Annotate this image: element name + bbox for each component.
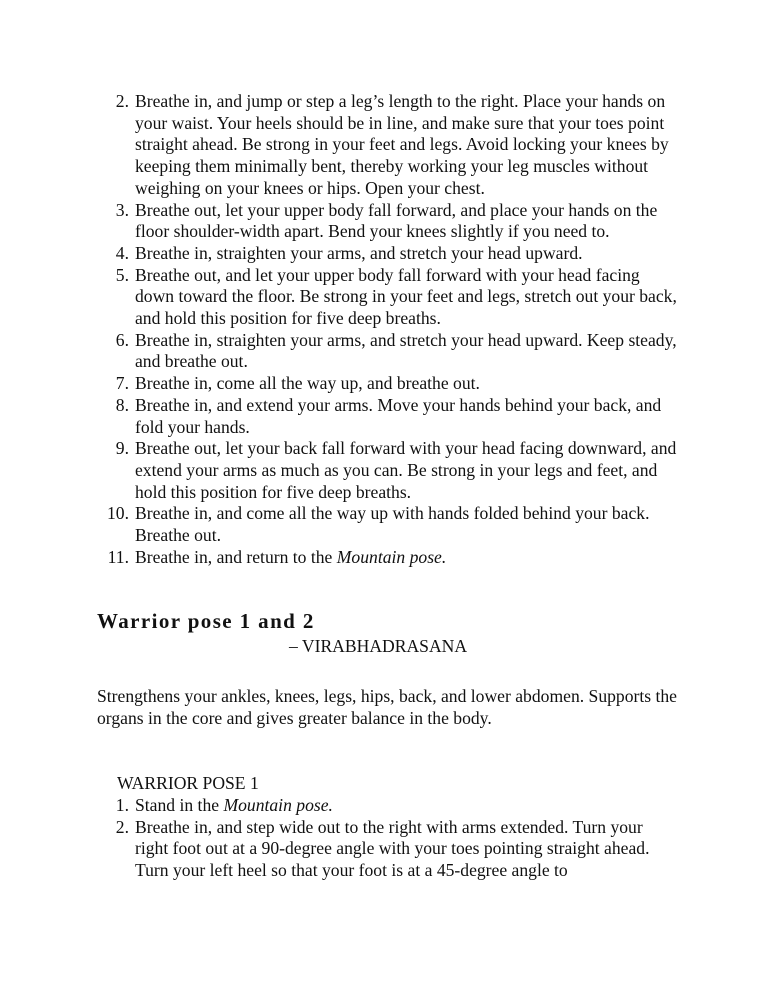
- pose-name: Mountain pose.: [336, 546, 447, 567]
- list-number: 7.: [115, 373, 129, 394]
- list-text: Breathe out, let your upper body fall forward, and place your hands on the floor shoulder-width apart. Bend your knees slightly if you need to.: [135, 199, 658, 242]
- list-item: [0, 330, 772, 373]
- list-number: 4.: [115, 242, 129, 263]
- list-item: [0, 373, 772, 395]
- list-text: Breathe in, and return to the Mountain pose.: [135, 546, 447, 567]
- section-heading: Warrior pose 1 and 2: [97, 609, 315, 633]
- list-number: 2.: [115, 91, 129, 111]
- numbered-list-top: [0, 91, 772, 568]
- list-text: Breathe out, and let your upper body fall forward with your head facing down toward the floor. Be strong in your feet and legs, stretch out your back, and hold this position for five deep breaths.: [135, 264, 677, 329]
- list-item: [0, 200, 772, 243]
- list-number: 1.: [115, 795, 129, 815]
- list-number: 6.: [115, 329, 129, 350]
- list-item: [0, 547, 772, 569]
- list-text: Breathe in, and step wide out to the right with arms extended. Turn your right foot out at a 90-degree angle with your toes pointing straight ahead. Turn your left heel so that your foot is at a 45-degree angle to: [135, 816, 650, 881]
- section-intro: Strengthens your ankles, knees, legs, hips, back, and lower abdomen. Supports the organs in the core and gives greater balance in the body.: [97, 686, 677, 728]
- subsection-label: WARRIOR POSE 1: [117, 773, 259, 793]
- section-subheading: – VIRABHADRASANA: [289, 636, 468, 656]
- list-item: [0, 438, 772, 503]
- list-number: 2.: [115, 816, 129, 837]
- pose-name: Mountain pose.: [223, 795, 333, 815]
- list-number: 8.: [115, 394, 129, 415]
- list-text: Stand in the Mountain pose.: [135, 795, 333, 815]
- list-item: [0, 795, 772, 817]
- list-text: Breathe in, straighten your arms, and stretch your head upward.: [135, 242, 583, 263]
- list-text: Breathe out, let your back fall forward with your head facing downward, and extend your arms as much as you can. Be strong in your legs and feet, and hold this position for five deep breaths.: [135, 438, 677, 502]
- list-item: [0, 817, 772, 882]
- numbered-list-bottom: [0, 795, 772, 882]
- list-item: [0, 91, 772, 200]
- list-number: 3.: [115, 199, 129, 220]
- list-text: Breathe in, straighten your arms, and stretch your head upward. Keep steady, and breathe out.: [135, 329, 677, 372]
- list-text: Breathe in, come all the way up, and breathe out.: [135, 373, 480, 394]
- list-number: 10.: [107, 503, 129, 524]
- list-number: 5.: [115, 264, 129, 285]
- list-number: 9.: [115, 438, 129, 459]
- list-item: [0, 243, 772, 265]
- list-text: Breathe in, and extend your arms. Move your hands behind your back, and fold your hands.: [135, 394, 662, 437]
- list-number: 11.: [107, 546, 129, 567]
- list-item: [0, 265, 772, 330]
- list-item: [0, 395, 772, 438]
- list-text: Breathe in, and come all the way up with hands folded behind your back. Breathe out.: [135, 503, 650, 546]
- list-item: [0, 503, 772, 546]
- list-text: Breathe in, and jump or step a leg’s length to the right. Place your hands on your waist. Your heels should be in line, and make sure that your toes point straight ahead. Be strong in your feet and legs. Avoid locking your knees by keeping them minimally bent, thereby working your leg muscles without weighing on your knees or hips. Open your chest.: [135, 91, 669, 198]
